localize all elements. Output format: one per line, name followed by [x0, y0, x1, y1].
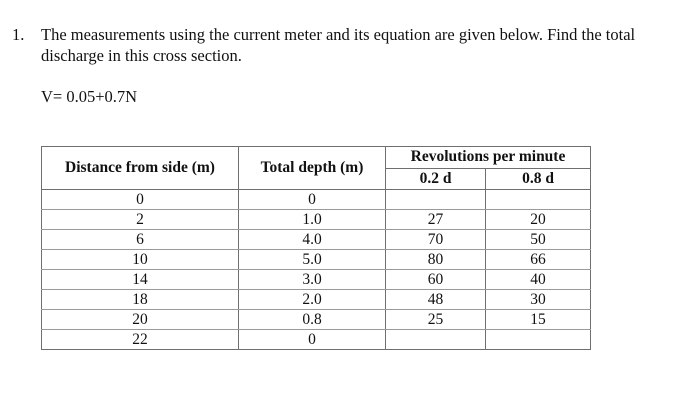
cell-distance: 14: [42, 270, 239, 290]
table-row: [42, 210, 591, 230]
cell-rev-0-8d: 30: [486, 290, 591, 310]
cell-depth: 4.0: [239, 230, 386, 250]
cell-rev-0-2d: [386, 190, 486, 210]
cell-rev-0-2d: 70: [386, 230, 486, 250]
cell-distance: 10: [42, 250, 239, 270]
cell-depth: 0: [239, 330, 386, 350]
table-row: [42, 190, 591, 210]
table-row: [42, 290, 591, 310]
cell-distance: 2: [42, 210, 239, 230]
question-number: 1.: [12, 25, 25, 44]
cell-depth: 3.0: [239, 270, 386, 290]
table-row: [42, 270, 591, 290]
cell-rev-0-8d: 15: [486, 310, 591, 330]
cell-rev-0-8d: 20: [486, 210, 591, 230]
cell-rev-0-2d: 60: [386, 270, 486, 290]
cell-depth: 5.0: [239, 250, 386, 270]
table-row: [42, 330, 591, 350]
cell-distance: 18: [42, 290, 239, 310]
cell-rev-0-2d: 80: [386, 250, 486, 270]
cell-rev-0-2d: 48: [386, 290, 486, 310]
header-revolutions: Revolutions per minute: [386, 147, 591, 169]
equation: V= 0.05+0.7N: [41, 87, 138, 106]
header-rev-0-2d: 0.2 d: [386, 168, 486, 190]
cell-rev-0-2d: [386, 330, 486, 350]
cell-rev-0-8d: 50: [486, 230, 591, 250]
cell-distance: 20: [42, 310, 239, 330]
cell-distance: 6: [42, 230, 239, 250]
header-depth: Total depth (m): [239, 147, 386, 190]
cell-rev-0-8d: [486, 190, 591, 210]
cell-rev-0-2d: 25: [386, 310, 486, 330]
cell-depth: 2.0: [239, 290, 386, 310]
cell-distance: 0: [42, 190, 239, 210]
table-row: [42, 230, 591, 250]
table-row: [42, 250, 591, 270]
cell-depth: 0.8: [239, 310, 386, 330]
question-text: The measurements using the current meter and its equation are given below. Find the total discharge in this cross section.: [41, 25, 636, 65]
cell-depth: 1.0: [239, 210, 386, 230]
measurement-table: [41, 146, 591, 350]
cell-rev-0-8d: 66: [486, 250, 591, 270]
header-rev-0-8d: 0.8 d: [486, 168, 591, 190]
cell-distance: 22: [42, 330, 239, 350]
table-row: [42, 310, 591, 330]
cell-depth: 0: [239, 190, 386, 210]
header-distance: Distance from side (m): [42, 147, 239, 190]
cell-rev-0-8d: [486, 330, 591, 350]
cell-rev-0-8d: 40: [486, 270, 591, 290]
cell-rev-0-2d: 27: [386, 210, 486, 230]
